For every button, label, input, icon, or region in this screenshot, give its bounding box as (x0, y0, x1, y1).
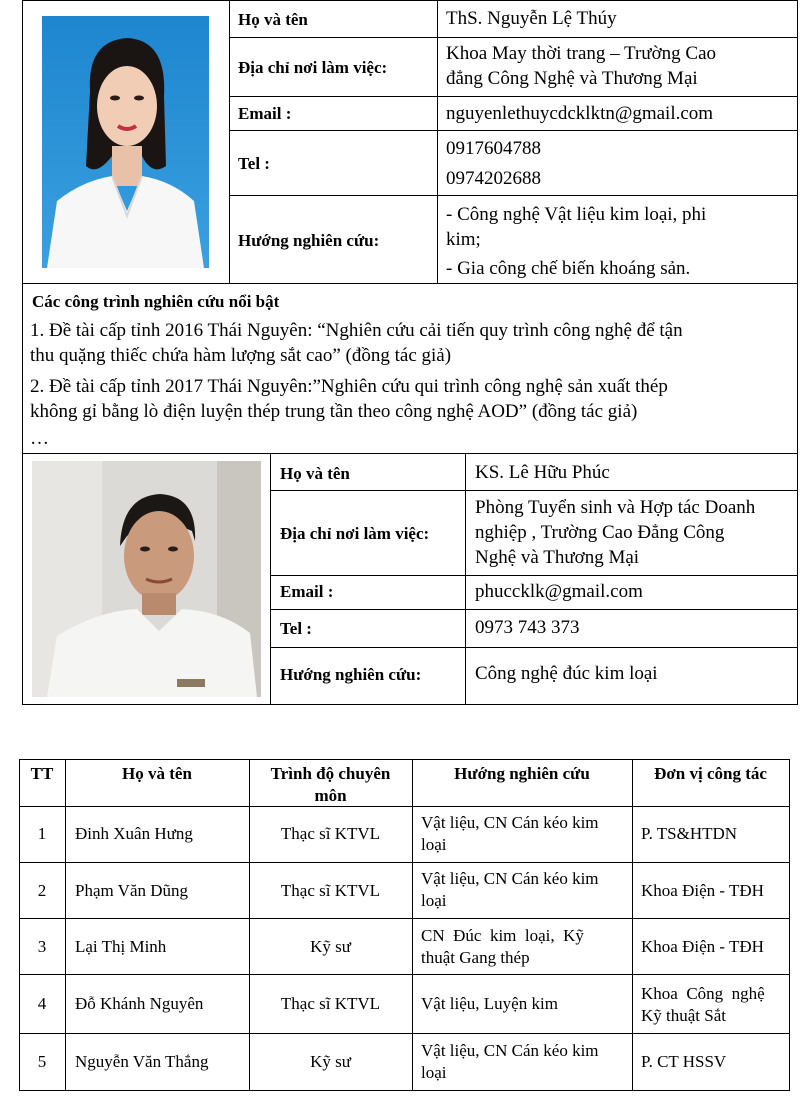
email-value-1: nguyenlethuycdcklktn@gmail.com (446, 103, 714, 124)
row-research: CN Đúc kim loại, Kỹ (421, 926, 584, 945)
row-research-2: loại (421, 891, 447, 910)
tel-value-1b: 0974202688 (446, 168, 541, 189)
row-unit: P. TS&HTDN (641, 824, 738, 843)
row-level: Thạc sĩ KTVL (280, 994, 381, 1013)
row-name: Nguyễn Văn Thắng (75, 1052, 209, 1071)
profile-photo-2 (32, 461, 261, 697)
row-research: Vật liệu, CN Cán kéo kim (421, 869, 599, 888)
row-research-2: loại (421, 835, 447, 854)
row-name: Đinh Xuân Hưng (75, 824, 193, 843)
address-value-2-line1: Phòng Tuyển sinh và Hợp tác Doanh (475, 497, 756, 518)
research-value-1-line1: - Công nghệ Vật liệu kim loại, phi (446, 204, 707, 225)
row-level: Thạc sĩ KTVL (280, 881, 381, 900)
person-name-2: KS. Lê Hữu Phúc (475, 462, 610, 483)
research-value-1-line2: kim; (446, 229, 481, 250)
work-item-1-line1: 1. Đề tài cấp tỉnh 2016 Thái Nguyên: “Nghiên cứu cải tiến quy trình công nghệ để tận (30, 320, 683, 341)
row-unit: Khoa Điện - TĐH (641, 937, 764, 956)
profile-photo-1 (42, 16, 209, 268)
research-label-2: Hướng nghiên cứu: (280, 665, 422, 684)
tel-label-1: Tel : (238, 154, 270, 173)
address-label-1: Địa chỉ nơi làm việc: (238, 58, 388, 77)
table-header-name: Họ và tên (122, 764, 192, 783)
work-item-2-line2: không gỉ bằng lò điện luyện thép trung tần theo công nghệ AOD” (đồng tác giả) (30, 401, 638, 422)
person-name-1: ThS. Nguyễn Lệ Thúy (446, 8, 617, 29)
row-index: 5 (37, 1052, 47, 1071)
address-value-2-line3: Nghệ và Thương Mại (475, 547, 640, 568)
row-name: Phạm Văn Dũng (75, 881, 189, 900)
work-item-2-line1: 2. Đề tài cấp tỉnh 2017 Thái Nguyên:”Nghiên cứu qui trình công nghệ sản xuất thép (30, 376, 668, 397)
research-value-2: Công nghệ đúc kim loại (475, 663, 658, 684)
address-label-2: Địa chỉ nơi làm việc: (280, 524, 430, 543)
row-unit: P. CT HSSV (641, 1052, 727, 1071)
address-value-2-line2: nghiệp , Trường Cao Đẳng Công (475, 522, 725, 543)
row-name: Lại Thị Minh (75, 937, 167, 956)
row-index: 3 (37, 937, 47, 956)
row-unit: Khoa Điện - TĐH (641, 881, 764, 900)
email-label-2: Email : (280, 582, 334, 601)
row-index: 2 (37, 881, 47, 900)
row-level: Kỹ sư (310, 1052, 351, 1071)
address-value-1-line2: đẳng Công Nghệ và Thương Mại (446, 68, 698, 89)
row-level: Kỹ sư (310, 937, 351, 956)
table-header-unit: Đơn vị công tác (654, 764, 767, 783)
research-value-1-line3: - Gia công chế biến khoáng sản. (446, 258, 691, 279)
row-name: Đỗ Khánh Nguyên (75, 994, 204, 1013)
email-value-2: phuccklk@gmail.com (475, 581, 643, 602)
tel-value-2: 0973 743 373 (475, 617, 580, 638)
row-unit-2: Kỹ thuật Sắt (641, 1006, 726, 1025)
row-research-2: loại (421, 1063, 447, 1082)
row-research: Vật liệu, Luyện kim (421, 994, 558, 1013)
tel-label-2: Tel : (280, 619, 312, 638)
tel-value-1a: 0917604788 (446, 138, 541, 159)
research-label-1: Hướng nghiên cứu: (238, 231, 380, 250)
works-ellipsis: … (30, 428, 49, 449)
name-label-2: Họ và tên (280, 464, 350, 483)
row-unit: Khoa Công nghệ (641, 984, 765, 1003)
works-heading: Các công trình nghiên cứu nổi bật (32, 292, 280, 311)
row-research: Vật liệu, CN Cán kéo kim (421, 813, 599, 832)
email-label-1: Email : (238, 104, 292, 123)
address-value-1-line1: Khoa May thời trang – Trường Cao (446, 43, 716, 64)
row-level: Thạc sĩ KTVL (280, 824, 381, 843)
row-research-2: thuật Gang thép (421, 948, 530, 967)
table-header-tt: TT (30, 764, 54, 783)
table-header-level: Trình độ chuyên (270, 764, 391, 783)
row-index: 1 (37, 824, 47, 843)
name-label-1: Họ và tên (238, 10, 308, 29)
table-header-research: Hướng nghiên cứu (454, 764, 590, 783)
table-header-level-2: môn (314, 786, 347, 805)
work-item-1-line2: thu quặng thiếc chứa hàm lượng sắt cao” (đồng tác giả) (30, 345, 452, 366)
row-research: Vật liệu, CN Cán kéo kim (421, 1041, 599, 1060)
row-index: 4 (37, 994, 47, 1013)
